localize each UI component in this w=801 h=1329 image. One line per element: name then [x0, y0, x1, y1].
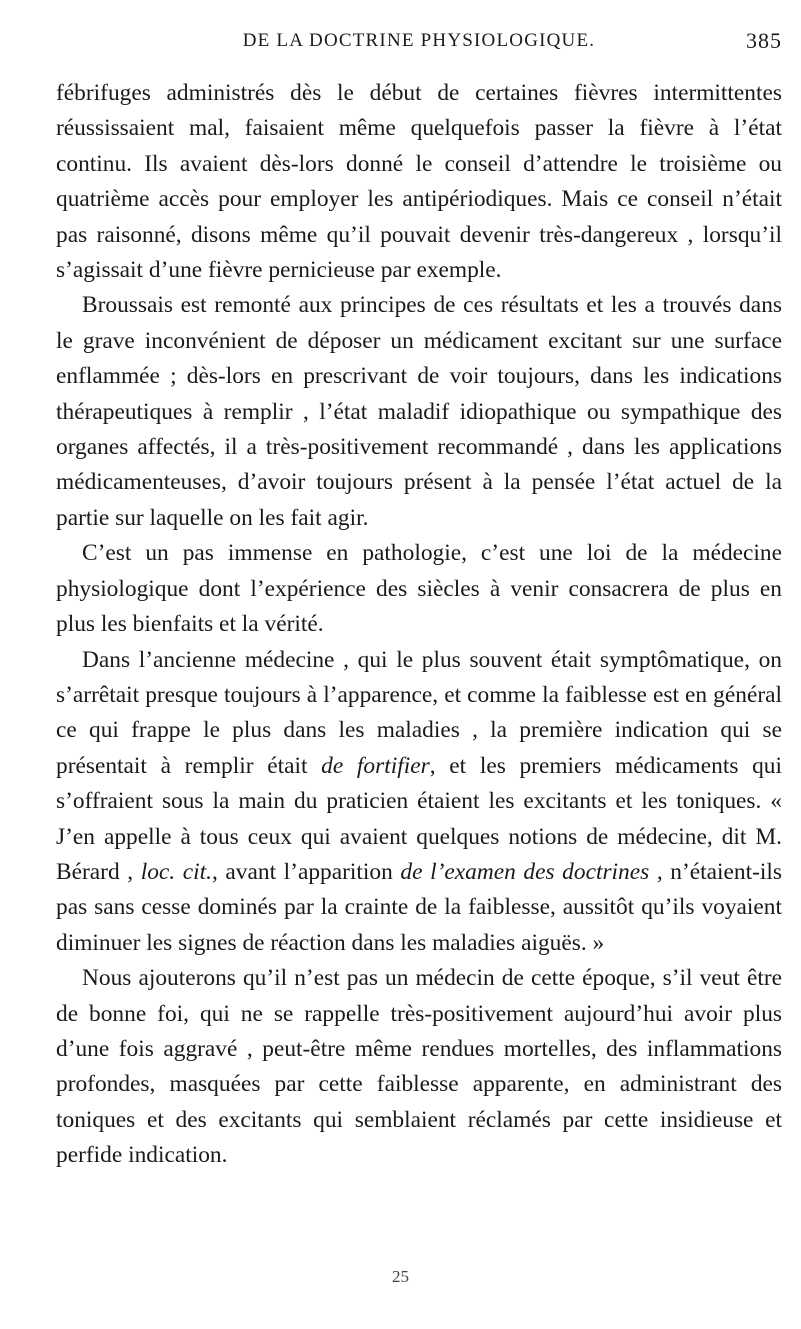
body-text: [56, 76, 782, 1174]
book-page: [56, 22, 782, 1174]
paragraph-1: fébrifuges administrés dès le début de certaines fièvres intermittentes réussissaient mal, faisaient même quelquefois passer la fièvre à l’état continu. Ils avaient dès-lors donné le conseil d’attendre le troisième ou quatrième accès pour employer les antipériodiques. Mais ce conseil n’était pas raisonné, disons même qu’il pouvait devenir très-dangereux , lorsqu’il s’agissait d’une fièvre pernicieuse par exemple.: [56, 80, 782, 284]
paragraph-4-part-3: , avant l’apparition: [211, 858, 401, 885]
paragraph-2: Broussais est remonté aux principes de ces résultats et les a trouvés dans le grave inconvénient de déposer un médicament excitant sur une surface enflammée ; dès-lors en prescrivant de voir toujours, dans les indications thérapeutiques à remplir , l’état maladif idiopathique ou sympathique des organes affectés, il a très-positivement recommandé , dans les applications médicamenteuses, d’avoir toujours présent à la pensée l’état actuel de la partie sur laquelle on les fait agir.: [56, 292, 782, 531]
italic-examen-des-doctrines: de l’examen des doctrines: [400, 858, 650, 885]
paragraph-4-part-1: Dans l’ancienne médecine , qui le plus souvent était symptômatique, on s’arrêtait presque toujours à l’apparence, et comme la faiblesse est en général ce qui frappe le plus dans les maladies , la première indication qui se présentait à remplir était: [56, 646, 782, 779]
signature-mark: 25: [392, 1267, 409, 1286]
page-number: 385: [746, 28, 782, 53]
running-head: [56, 22, 782, 62]
paragraph-5: Nous ajouterons qu’il n’est pas un médecin de cette époque, s’il veut être de bonne foi, qui ne se rappelle très-positivement aujourd’hui avoir plus d’une fois aggravé , peut-être même rendues mortelles, des inflammations profondes, masquées par cette faiblesse apparente, en administrant des toniques et des excitants qui semblaient réclamés par cette insidieuse et perfide indication.: [56, 965, 782, 1169]
paragraph-3: C’est un pas immense en pathologie, c’est une loi de la médecine physiologique dont l’expérience des siècles à venir consacrera de plus en plus les bienfaits et la vérité.: [56, 540, 782, 638]
italic-de-fortifier: de fortifier: [321, 752, 430, 779]
paragraph-4: [56, 643, 782, 962]
running-title: DE LA DOCTRINE PHYSIOLOGIQUE.: [242, 30, 596, 51]
paragraph-4-part-2: , et les premiers médicaments qui s’offraient sous la main du praticien étaient les excitants et les toniques. « J’en appelle à tous ceux qui avaient quelques notions de médecine, dit M. Bérard ,: [56, 752, 782, 885]
italic-loc-cit: loc. cit.: [140, 858, 212, 885]
paragraph-4-part-4: , n’étaient-ils pas sans cesse dominés par la crainte de la faiblesse, aussitôt qu’ils voyaient diminuer les signes de réaction dans les maladies aiguës. »: [56, 858, 783, 956]
